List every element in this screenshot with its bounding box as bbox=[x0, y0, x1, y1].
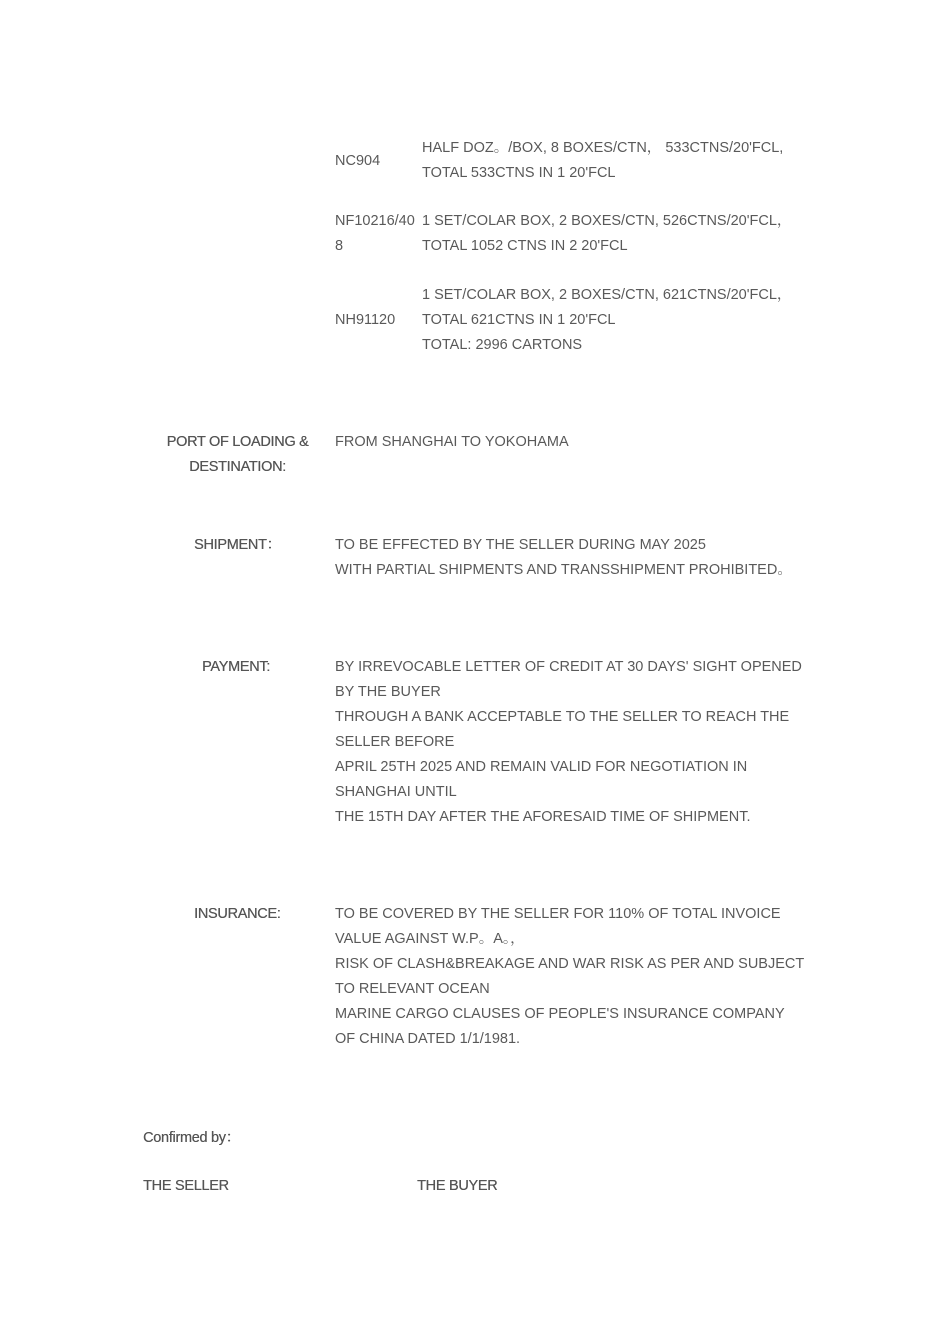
item-code: NF10216/408 bbox=[335, 213, 415, 254]
port-label bbox=[145, 430, 330, 480]
buyer-signature-label: THE BUYER bbox=[417, 1178, 498, 1194]
confirmed-by-label: Confirmed by： bbox=[143, 1130, 240, 1146]
shipment-text bbox=[335, 533, 810, 583]
payment-text-line: BY IRREVOCABLE LETTER OF CREDIT AT 30 DAYS' SIGHT OPENED bbox=[335, 659, 802, 675]
item-description-line: TOTAL 1052 CTNS IN 2 20'FCL bbox=[422, 238, 628, 254]
port-text bbox=[335, 430, 810, 455]
shipment-text-line: WITH PARTIAL SHIPMENTS AND TRANSSHIPMENT PROHIBITED。 bbox=[335, 562, 792, 578]
item-description-line: 1 SET/COLAR BOX, 2 BOXES/CTN, 621CTNS/20'FCL， bbox=[422, 287, 792, 303]
payment-text-line: THROUGH A BANK ACCEPTABLE TO THE SELLER TO REACH THE bbox=[335, 709, 790, 725]
item-code: NC904 bbox=[335, 153, 381, 169]
payment-text-line: APRIL 25TH 2025 AND REMAIN VALID FOR NEGOTIATION IN bbox=[335, 759, 748, 775]
payment-text-line: THE 15TH DAY AFTER THE AFORESAID TIME OF SHIPMENT. bbox=[335, 809, 751, 825]
payment-text bbox=[335, 655, 810, 830]
shipment-label: SHIPMENT： bbox=[194, 537, 281, 553]
insurance-text-line: VALUE AGAINST W.P。A。， bbox=[335, 931, 525, 947]
payment-text-line: BY THE BUYER bbox=[335, 684, 441, 700]
item-description bbox=[422, 136, 802, 186]
insurance-text-line: OF CHINA DATED 1/1/1981. bbox=[335, 1031, 521, 1047]
item-code: NH91120 bbox=[335, 312, 396, 328]
item-description bbox=[422, 283, 802, 358]
item-description-line: HALF DOZ。/BOX, 8 BOXES/CTN， 533CTNS/20'FCL, bbox=[422, 140, 784, 156]
port-text-line: FROM SHANGHAI TO YOKOHAMA bbox=[335, 434, 569, 450]
insurance-text bbox=[335, 902, 810, 1052]
payment-label: PAYMENT: bbox=[202, 659, 270, 675]
insurance-text-line: TO BE COVERED BY THE SELLER FOR 110% OF TOTAL INVOICE bbox=[335, 906, 781, 922]
seller-signature-label: THE SELLER bbox=[143, 1178, 229, 1194]
insurance-label: INSURANCE: bbox=[194, 906, 281, 922]
insurance-text-line: TO RELEVANT OCEAN bbox=[335, 981, 490, 997]
port-label-line: DESTINATION: bbox=[189, 459, 286, 475]
item-description bbox=[422, 209, 802, 259]
shipment-text-line: TO BE EFFECTED BY THE SELLER DURING MAY 2025 bbox=[335, 537, 706, 553]
insurance-text-line: MARINE CARGO CLAUSES OF PEOPLE'S INSURANCE COMPANY bbox=[335, 1006, 785, 1022]
insurance-text-line: RISK OF CLASH&BREAKAGE AND WAR RISK AS PER AND SUBJECT bbox=[335, 956, 805, 972]
item-description-line: TOTAL: 2996 CARTONS bbox=[422, 337, 583, 353]
item-description-line: TOTAL 621CTNS IN 1 20'FCL bbox=[422, 312, 616, 328]
item-description-line: TOTAL 533CTNS IN 1 20'FCL bbox=[422, 165, 616, 181]
item-description-line: 1 SET/COLAR BOX, 2 BOXES/CTN, 526CTNS/20'FCL， bbox=[422, 213, 792, 229]
payment-text-line: SHANGHAI UNTIL bbox=[335, 784, 457, 800]
payment-text-line: SELLER BEFORE bbox=[335, 734, 455, 750]
port-label-line: PORT OF LOADING & bbox=[166, 434, 309, 450]
